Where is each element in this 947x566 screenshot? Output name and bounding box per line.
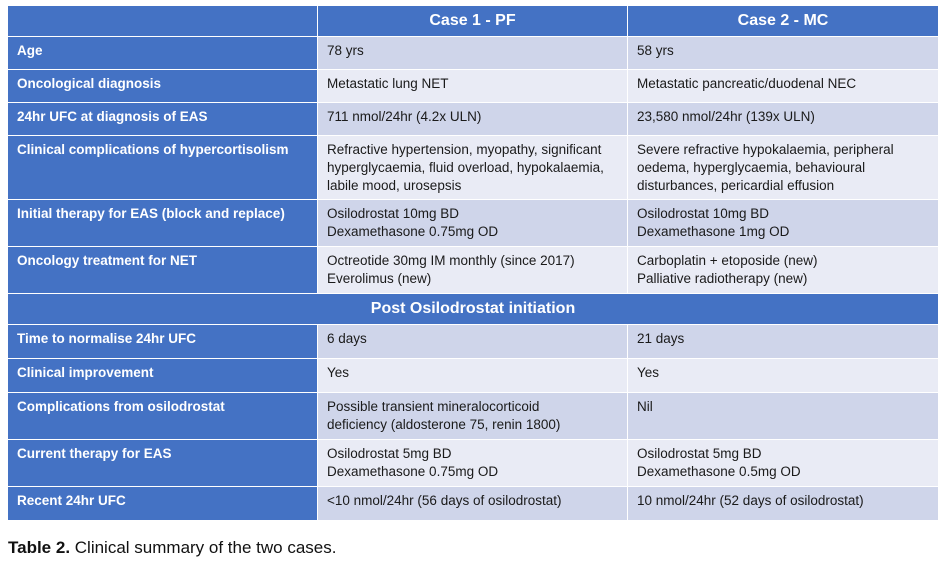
row-label: Current therapy for EAS: [8, 440, 318, 486]
cell-line: Octreotide 30mg IM monthly (since 2017): [327, 253, 575, 268]
cell-line: Metastatic lung NET: [327, 76, 449, 91]
cell-line: Dexamethasone 0.75mg OD: [327, 464, 499, 479]
header-case-1: Case 1 - PF: [318, 6, 628, 36]
caption-label: Table 2.: [8, 538, 71, 557]
cell-line: Osilodrostat 5mg BD: [637, 446, 762, 461]
cell-line: Possible transient mineralocorticoid: [327, 399, 540, 414]
row-label: Initial therapy for EAS (block and replace): [8, 200, 318, 246]
cell-line: Dexamethasone 1mg OD: [637, 224, 790, 239]
cell-line: Osilodrostat 10mg BD: [637, 206, 770, 221]
cell-line: Nil: [637, 399, 653, 414]
cell-line: Yes: [327, 365, 350, 380]
case-2-value: [628, 393, 938, 439]
cell-line: 711 nmol/24hr (4.2x ULN): [327, 109, 482, 124]
clinical-summary-table: [8, 6, 938, 521]
cell-line: 10 nmol/24hr (52 days of osilodrostat): [637, 493, 864, 508]
cell-line: Yes: [637, 365, 660, 380]
table-body-bottom: [8, 325, 938, 521]
case-1-value: [318, 247, 628, 293]
cell-line: labile mood, urosepsis: [327, 178, 462, 193]
cell-line: oedema, hyperglycaemia, behavioural: [637, 160, 866, 175]
case-1-value: [318, 325, 628, 358]
row-label: 24hr UFC at diagnosis of EAS: [8, 103, 318, 135]
section-header-post-osilodrostat: Post Osilodrostat initiation: [8, 294, 938, 325]
row-label: Complications from osilodrostat: [8, 393, 318, 439]
cell-line: 78 yrs: [327, 43, 364, 58]
row-label: Oncology treatment for NET: [8, 247, 318, 293]
cell-line: deficiency (aldosterone 75, renin 1800): [327, 417, 561, 432]
cell-line: Carboplatin + etoposide (new): [637, 253, 818, 268]
table-row: [8, 37, 938, 70]
case-1-value: [318, 103, 628, 135]
cell-line: Metastatic pancreatic/duodenal NEC: [637, 76, 857, 91]
row-label: Time to normalise 24hr UFC: [8, 325, 318, 358]
cell-line: 6 days: [327, 331, 367, 346]
cell-line: Everolimus (new): [327, 271, 432, 286]
table-row: [8, 136, 938, 200]
case-2-value: [628, 136, 938, 199]
case-2-value: [628, 200, 938, 246]
header-case-2: Case 2 - MC: [628, 6, 938, 36]
cell-line: Dexamethasone 0.5mg OD: [637, 464, 801, 479]
table-row: [8, 487, 938, 521]
cell-line: 58 yrs: [637, 43, 674, 58]
header-corner: [8, 6, 318, 36]
cell-line: hyperglycaemia, fluid overload, hypokalaemia,: [327, 160, 604, 175]
table-body-top: [8, 37, 938, 294]
row-label: Age: [8, 37, 318, 69]
cell-line: Osilodrostat 10mg BD: [327, 206, 460, 221]
table-row: [8, 70, 938, 103]
cell-line: 21 days: [637, 331, 685, 346]
table-caption: [8, 538, 336, 558]
case-1-value: [318, 70, 628, 102]
cell-line: disturbances, pericardial effusion: [637, 178, 835, 193]
table-row: [8, 393, 938, 440]
case-2-value: [628, 440, 938, 486]
row-label: Clinical improvement: [8, 359, 318, 392]
case-2-value: [628, 103, 938, 135]
case-2-value: [628, 70, 938, 102]
caption-text: Clinical summary of the two cases.: [70, 538, 337, 557]
case-2-value: [628, 325, 938, 358]
cell-line: Dexamethasone 0.75mg OD: [327, 224, 499, 239]
case-2-value: [628, 487, 938, 520]
case-1-value: [318, 393, 628, 439]
row-label: Recent 24hr UFC: [8, 487, 318, 520]
cell-line: Severe refractive hypokalaemia, peripheral: [637, 142, 894, 157]
case-1-value: [318, 136, 628, 199]
cell-line: <10 nmol/24hr (56 days of osilodrostat): [327, 493, 562, 508]
case-1-value: [318, 440, 628, 486]
case-1-value: [318, 359, 628, 392]
table-row: [8, 359, 938, 393]
case-2-value: [628, 37, 938, 69]
case-2-value: [628, 247, 938, 293]
table-row: [8, 325, 938, 359]
cell-line: Refractive hypertension, myopathy, significant: [327, 142, 602, 157]
case-2-value: [628, 359, 938, 392]
cell-line: Osilodrostat 5mg BD: [327, 446, 452, 461]
case-1-value: [318, 37, 628, 69]
case-1-value: [318, 487, 628, 520]
row-label: Oncological diagnosis: [8, 70, 318, 102]
table-row: [8, 103, 938, 136]
table-row: [8, 440, 938, 487]
cell-line: 23,580 nmol/24hr (139x ULN): [637, 109, 815, 124]
cell-line: Palliative radiotherapy (new): [637, 271, 808, 286]
table-row: [8, 247, 938, 294]
row-label: Clinical complications of hypercortisolism: [8, 136, 318, 199]
table-header-row: [8, 6, 938, 37]
case-1-value: [318, 200, 628, 246]
table-row: [8, 200, 938, 247]
